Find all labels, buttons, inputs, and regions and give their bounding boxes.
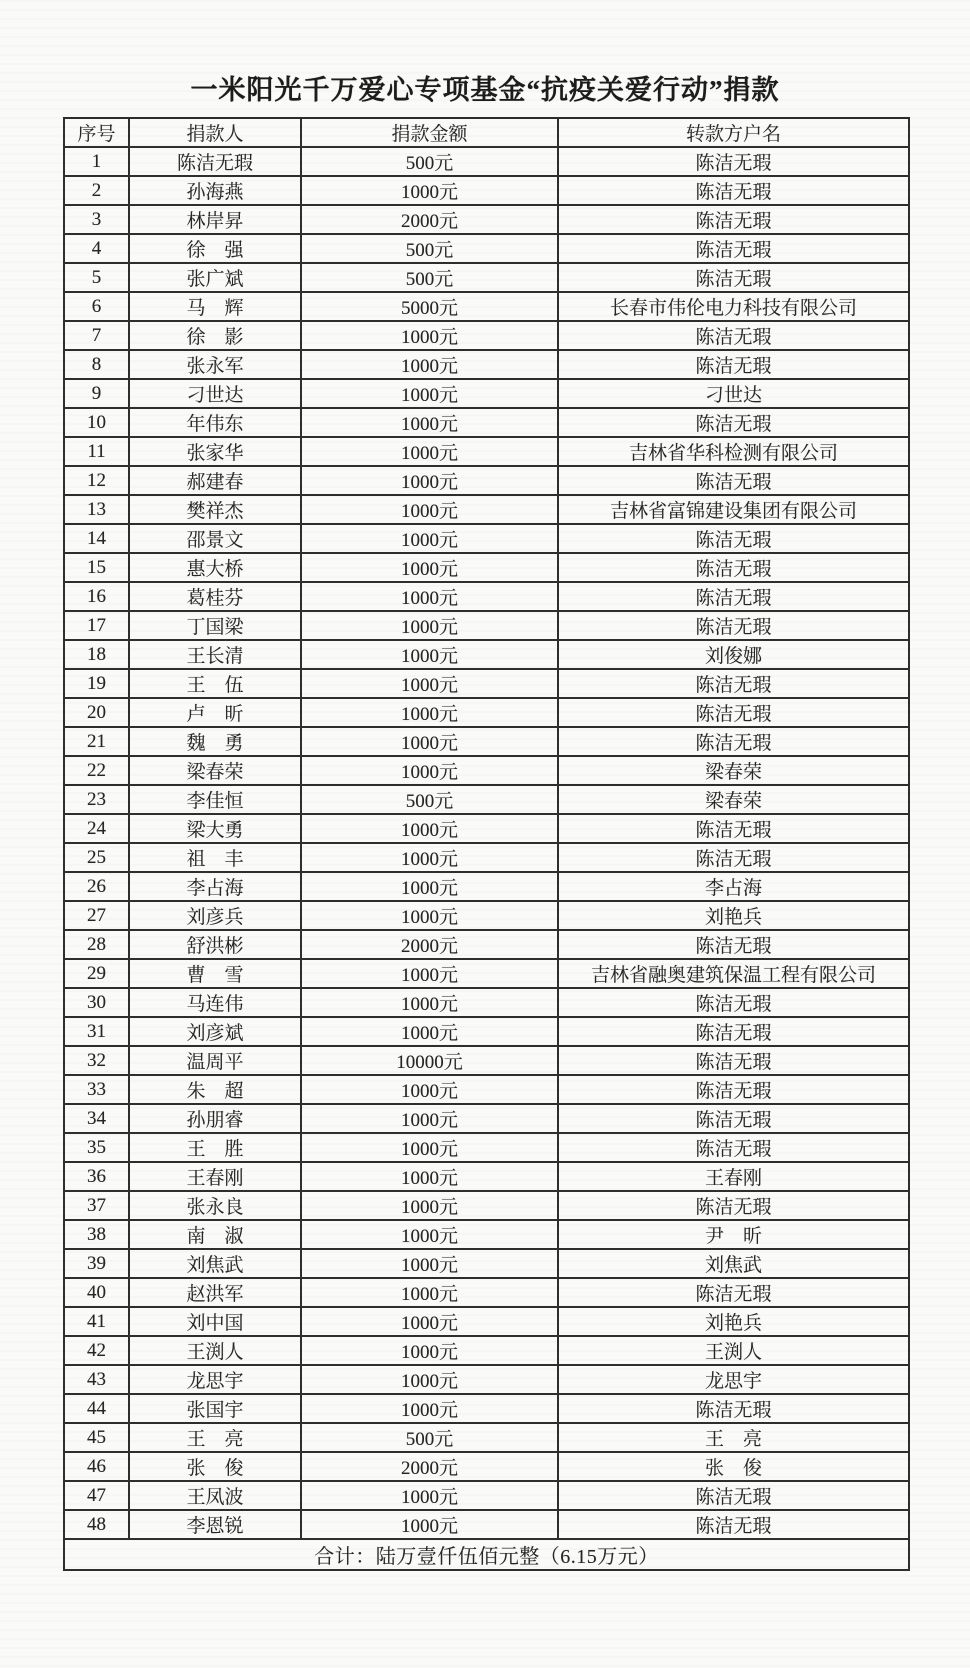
cell-amount: 1000元 [301,814,558,843]
cell-donor: 王长清 [129,640,301,669]
cell-amount: 1000元 [301,1394,558,1423]
cell-donor: 孙海燕 [129,176,301,205]
table-row [64,959,909,988]
table-row [64,176,909,205]
cell-amount: 500元 [301,1423,558,1452]
cell-serial: 12 [64,466,129,495]
table-row [64,408,909,437]
cell-amount: 1000元 [301,756,558,785]
table-row [64,1191,909,1220]
cell-serial: 10 [64,408,129,437]
cell-donor: 魏 勇 [129,727,301,756]
table-row [64,872,909,901]
cell-amount: 1000元 [301,1278,558,1307]
cell-serial: 23 [64,785,129,814]
table-body [64,147,909,1539]
cell-serial: 28 [64,930,129,959]
cell-amount: 500元 [301,263,558,292]
column-header-serial: 序号 [64,118,129,147]
table-row [64,582,909,611]
cell-amount: 1000元 [301,1191,558,1220]
cell-account: 陈洁无瑕 [558,814,909,843]
cell-account: 陈洁无瑕 [558,1046,909,1075]
cell-donor: 王 胜 [129,1133,301,1162]
cell-serial: 8 [64,350,129,379]
cell-account: 梁春荣 [558,756,909,785]
cell-serial: 14 [64,524,129,553]
cell-serial: 46 [64,1452,129,1481]
cell-serial: 42 [64,1336,129,1365]
cell-serial: 1 [64,147,129,176]
table-row [64,988,909,1017]
cell-donor: 刘彦斌 [129,1017,301,1046]
cell-donor: 李恩锐 [129,1510,301,1539]
cell-donor: 惠大桥 [129,553,301,582]
cell-donor: 舒洪彬 [129,930,301,959]
cell-account: 陈洁无瑕 [558,553,909,582]
cell-account: 尹 昕 [558,1220,909,1249]
cell-amount: 1000元 [301,727,558,756]
table-row [64,901,909,930]
table-row [64,437,909,466]
cell-account: 刘俊娜 [558,640,909,669]
cell-donor: 林岸昇 [129,205,301,234]
cell-amount: 500元 [301,234,558,263]
cell-donor: 马连伟 [129,988,301,1017]
cell-account: 刘艳兵 [558,1307,909,1336]
cell-amount: 1000元 [301,1365,558,1394]
cell-account: 陈洁无瑕 [558,698,909,727]
table-row [64,495,909,524]
cell-amount: 1000元 [301,582,558,611]
cell-serial: 20 [64,698,129,727]
table-row [64,1220,909,1249]
table-row [64,1452,909,1481]
cell-serial: 6 [64,292,129,321]
cell-donor: 刁世达 [129,379,301,408]
cell-account: 陈洁无瑕 [558,582,909,611]
cell-donor: 刘焦武 [129,1249,301,1278]
cell-donor: 王凤波 [129,1481,301,1510]
table-row [64,640,909,669]
cell-account: 刘艳兵 [558,901,909,930]
cell-account: 陈洁无瑕 [558,611,909,640]
cell-donor: 龙思宇 [129,1365,301,1394]
table-row [64,1104,909,1133]
cell-serial: 19 [64,669,129,698]
table-row [64,1394,909,1423]
cell-account: 陈洁无瑕 [558,408,909,437]
table-row [64,321,909,350]
cell-donor: 梁春荣 [129,756,301,785]
table-footer-row [64,1539,909,1570]
cell-donor: 邵景文 [129,524,301,553]
cell-account: 刘焦武 [558,1249,909,1278]
cell-serial: 30 [64,988,129,1017]
cell-donor: 张广斌 [129,263,301,292]
cell-account: 陈洁无瑕 [558,263,909,292]
table-row [64,669,909,698]
table-row [64,1336,909,1365]
cell-serial: 44 [64,1394,129,1423]
cell-account: 陈洁无瑕 [558,988,909,1017]
cell-account: 陈洁无瑕 [558,350,909,379]
cell-serial: 45 [64,1423,129,1452]
cell-account: 吉林省融奥建筑保温工程有限公司 [558,959,909,988]
cell-serial: 34 [64,1104,129,1133]
cell-amount: 5000元 [301,292,558,321]
cell-account: 王春刚 [558,1162,909,1191]
cell-amount: 1000元 [301,843,558,872]
cell-account: 陈洁无瑕 [558,1191,909,1220]
table-row [64,379,909,408]
cell-amount: 1000元 [301,1481,558,1510]
cell-amount: 1000元 [301,1307,558,1336]
cell-account: 长春市伟伦电力科技有限公司 [558,292,909,321]
cell-donor: 徐 影 [129,321,301,350]
cell-amount: 1000元 [301,1510,558,1539]
cell-serial: 25 [64,843,129,872]
cell-serial: 43 [64,1365,129,1394]
cell-serial: 2 [64,176,129,205]
cell-amount: 1000元 [301,1133,558,1162]
cell-amount: 1000元 [301,872,558,901]
cell-account: 梁春荣 [558,785,909,814]
cell-amount: 1000元 [301,1075,558,1104]
table-row [64,611,909,640]
cell-amount: 1000元 [301,379,558,408]
cell-account: 陈洁无瑕 [558,1017,909,1046]
cell-donor: 祖 丰 [129,843,301,872]
table-row [64,147,909,176]
cell-amount: 1000元 [301,988,558,1017]
table-row [64,1423,909,1452]
cell-amount: 1000元 [301,553,558,582]
cell-serial: 5 [64,263,129,292]
cell-account: 陈洁无瑕 [558,1481,909,1510]
table-row [64,1365,909,1394]
cell-amount: 2000元 [301,205,558,234]
cell-amount: 1000元 [301,176,558,205]
cell-donor: 卢 昕 [129,698,301,727]
cell-donor: 王 亮 [129,1423,301,1452]
cell-amount: 500元 [301,785,558,814]
cell-amount: 1000元 [301,1017,558,1046]
cell-account: 陈洁无瑕 [558,1075,909,1104]
cell-serial: 21 [64,727,129,756]
cell-donor: 李佳恒 [129,785,301,814]
cell-account: 龙思宇 [558,1365,909,1394]
cell-amount: 1000元 [301,959,558,988]
cell-account: 陈洁无瑕 [558,727,909,756]
table-row [64,785,909,814]
cell-donor: 葛桂芬 [129,582,301,611]
cell-account: 王 亮 [558,1423,909,1452]
cell-account: 吉林省富锦建设集团有限公司 [558,495,909,524]
table-row [64,698,909,727]
cell-amount: 1000元 [301,1220,558,1249]
cell-account: 刁世达 [558,379,909,408]
cell-serial: 35 [64,1133,129,1162]
cell-donor: 梁大勇 [129,814,301,843]
table-row [64,1075,909,1104]
cell-amount: 1000元 [301,698,558,727]
cell-donor: 郝建春 [129,466,301,495]
total-amount-cell: 合计：陆万壹仟伍佰元整（6.15万元） [64,1539,909,1570]
cell-donor: 陈洁无瑕 [129,147,301,176]
cell-serial: 9 [64,379,129,408]
cell-serial: 18 [64,640,129,669]
table-row [64,1278,909,1307]
table-row [64,1510,909,1539]
scanned-document-page [0,68,970,1668]
cell-amount: 1000元 [301,437,558,466]
cell-account: 陈洁无瑕 [558,669,909,698]
cell-donor: 曹 雪 [129,959,301,988]
cell-account: 王渕人 [558,1336,909,1365]
cell-serial: 37 [64,1191,129,1220]
cell-serial: 22 [64,756,129,785]
cell-account: 陈洁无瑕 [558,1104,909,1133]
cell-amount: 1000元 [301,350,558,379]
cell-serial: 47 [64,1481,129,1510]
table-row [64,1017,909,1046]
table-row [64,524,909,553]
cell-donor: 丁国梁 [129,611,301,640]
cell-serial: 36 [64,1162,129,1191]
cell-account: 陈洁无瑕 [558,147,909,176]
table-row [64,1133,909,1162]
cell-amount: 1000元 [301,1162,558,1191]
cell-amount: 2000元 [301,1452,558,1481]
table-row [64,1249,909,1278]
cell-donor: 张国宇 [129,1394,301,1423]
cell-account: 陈洁无瑕 [558,205,909,234]
cell-amount: 1000元 [301,640,558,669]
table-row [64,756,909,785]
cell-serial: 16 [64,582,129,611]
cell-amount: 1000元 [301,408,558,437]
column-header-account: 转款方户名 [558,118,909,147]
cell-donor: 南 淑 [129,1220,301,1249]
cell-donor: 李占海 [129,872,301,901]
cell-account: 陈洁无瑕 [558,843,909,872]
cell-account: 陈洁无瑕 [558,1278,909,1307]
table-header-row [64,118,909,147]
cell-donor: 赵洪军 [129,1278,301,1307]
cell-amount: 1000元 [301,669,558,698]
column-header-donor: 捐款人 [129,118,301,147]
table-row [64,1307,909,1336]
cell-serial: 48 [64,1510,129,1539]
cell-donor: 刘中国 [129,1307,301,1336]
cell-amount: 1000元 [301,1249,558,1278]
cell-account: 李占海 [558,872,909,901]
cell-serial: 38 [64,1220,129,1249]
table-row [64,350,909,379]
cell-serial: 27 [64,901,129,930]
table-row [64,553,909,582]
cell-donor: 王 伍 [129,669,301,698]
cell-donor: 王春刚 [129,1162,301,1191]
table-row [64,263,909,292]
cell-serial: 24 [64,814,129,843]
cell-account: 张 俊 [558,1452,909,1481]
table-row [64,292,909,321]
donation-table [63,117,910,1571]
cell-serial: 32 [64,1046,129,1075]
cell-amount: 2000元 [301,930,558,959]
cell-amount: 1000元 [301,524,558,553]
cell-serial: 4 [64,234,129,263]
cell-amount: 10000元 [301,1046,558,1075]
cell-donor: 张永良 [129,1191,301,1220]
cell-account: 陈洁无瑕 [558,930,909,959]
cell-account: 陈洁无瑕 [558,234,909,263]
cell-amount: 1000元 [301,466,558,495]
cell-account: 吉林省华科检测有限公司 [558,437,909,466]
cell-donor: 朱 超 [129,1075,301,1104]
cell-serial: 39 [64,1249,129,1278]
cell-amount: 1000元 [301,1104,558,1133]
cell-amount: 1000元 [301,901,558,930]
cell-serial: 40 [64,1278,129,1307]
cell-account: 陈洁无瑕 [558,321,909,350]
cell-serial: 26 [64,872,129,901]
cell-amount: 500元 [301,147,558,176]
cell-account: 陈洁无瑕 [558,466,909,495]
cell-amount: 1000元 [301,321,558,350]
cell-donor: 刘彦兵 [129,901,301,930]
cell-amount: 1000元 [301,495,558,524]
cell-account: 陈洁无瑕 [558,1394,909,1423]
table-row [64,1162,909,1191]
cell-donor: 年伟东 [129,408,301,437]
cell-serial: 41 [64,1307,129,1336]
cell-serial: 31 [64,1017,129,1046]
cell-donor: 孙朋睿 [129,1104,301,1133]
cell-donor: 马 辉 [129,292,301,321]
table-row [64,1481,909,1510]
column-header-amount: 捐款金额 [301,118,558,147]
table-row [64,234,909,263]
cell-serial: 17 [64,611,129,640]
cell-serial: 33 [64,1075,129,1104]
cell-serial: 29 [64,959,129,988]
cell-donor: 张 俊 [129,1452,301,1481]
cell-serial: 7 [64,321,129,350]
cell-account: 陈洁无瑕 [558,1510,909,1539]
table-row [64,930,909,959]
cell-serial: 13 [64,495,129,524]
cell-account: 陈洁无瑕 [558,176,909,205]
cell-donor: 徐 强 [129,234,301,263]
cell-serial: 15 [64,553,129,582]
cell-account: 陈洁无瑕 [558,524,909,553]
table-row [64,727,909,756]
cell-donor: 张永军 [129,350,301,379]
cell-amount: 1000元 [301,1336,558,1365]
table-row [64,205,909,234]
document-title: 一米阳光千万爱心专项基金“抗疫关爱行动”捐款 [190,75,780,105]
cell-donor: 温周平 [129,1046,301,1075]
cell-donor: 王渕人 [129,1336,301,1365]
cell-account: 陈洁无瑕 [558,1133,909,1162]
table-row [64,843,909,872]
cell-amount: 1000元 [301,611,558,640]
cell-serial: 11 [64,437,129,466]
cell-donor: 张家华 [129,437,301,466]
table-row [64,466,909,495]
table-row [64,1046,909,1075]
cell-serial: 3 [64,205,129,234]
cell-donor: 樊祥杰 [129,495,301,524]
table-row [64,814,909,843]
